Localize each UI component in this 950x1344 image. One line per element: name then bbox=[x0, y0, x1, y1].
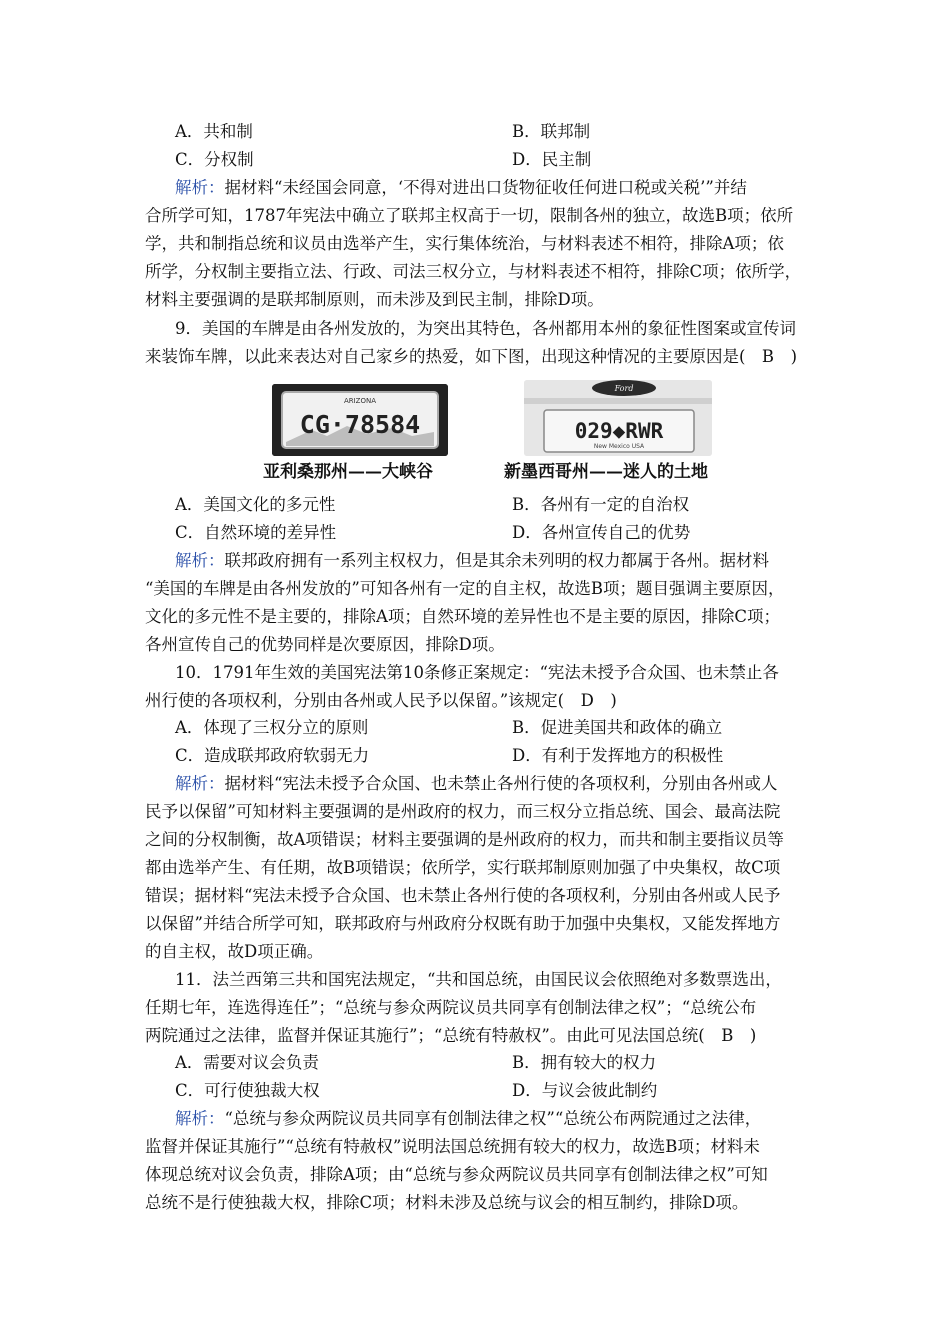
q9-option-d: D．各州宣传自己的优势 bbox=[512, 523, 691, 542]
q9-option-a: A．美国文化的多元性 bbox=[175, 495, 336, 514]
q9-analysis-line: 文化的多元性不是主要的，排除A项；自然环境的差异性也不是主要的原因，排除C项； bbox=[145, 607, 781, 626]
q11-stem-line: 两院通过之法律，监督并保证其施行”；“总统有特赦权”。由此可见法国总统( B ) bbox=[145, 1026, 757, 1045]
q9-stem-line: 来装饰车牌，以此来表达对自己家乡的热爱，如下图，出现这种情况的主要原因是( B ) bbox=[145, 347, 797, 366]
q8-analysis-line: 解析：据材料“未经国会同意，‘不得对进出口货物征收任何进口税或关税’”并结 bbox=[175, 178, 747, 197]
q9-stem-line: 9．美国的车牌是由各州发放的，为突出其特色，各州都用本州的象征性图案或宣传词 bbox=[175, 319, 796, 338]
q9-option-b: B．各州有一定的自治权 bbox=[512, 495, 690, 514]
q10-analysis-line: 之间的分权制衡，故A项错误；材料主要强调的是州政府的权力，而共和制主要指议员等 bbox=[145, 830, 784, 849]
q10-analysis-line: 的自主权，故D项正确。 bbox=[145, 942, 324, 961]
q10-option-c: C．造成联邦政府软弱无力 bbox=[175, 746, 370, 765]
q9-analysis-line: 解析：联邦政府拥有一系列主权权力，但是其余未列明的权力都属于各州。据材料 bbox=[175, 551, 769, 570]
q10-option-a: A．体现了三权分立的原则 bbox=[175, 718, 369, 737]
q10-analysis-line: 以保留”并结合所学可知，联邦政府与州政府分权既有助于加强中央集权，又能发挥地方 bbox=[145, 914, 781, 933]
q10-stem-line: 10．1791年生效的美国宪法第10条修正案规定：“宪法未授予合众国、也未禁止各 bbox=[175, 663, 779, 682]
q10-analysis-line: 错误；据材料“宪法未授予合众国、也未禁止各州行使的各项权利，分别由各州或人民予 bbox=[145, 886, 781, 905]
new-mexico-license-plate-image bbox=[524, 380, 712, 456]
q9-analysis-line: 各州宣传自己的优势同样是次要原因，排除D项。 bbox=[145, 635, 505, 654]
q11-option-d: D．与议会彼此制约 bbox=[512, 1081, 658, 1100]
q8-option-c: C．分权制 bbox=[175, 150, 254, 169]
q11-stem-line: 11．法兰西第三共和国宪法规定，“共和国总统，由国民议会依照绝对多数票选出， bbox=[175, 970, 782, 989]
plate-state-text: New Mexico USA bbox=[593, 443, 645, 450]
q10-analysis-line: 都由选举产生、有任期，故B项错误；依所学，实行联邦制原则加强了中央集权，故C项 bbox=[145, 858, 781, 877]
q8-analysis-line: 合所学可知，1787年宪法中确立了联邦主权高于一切，限制各州的独立，故选B项；依所 bbox=[145, 206, 794, 225]
q11-analysis-line: 体现总统对议会负责，排除A项；由“总统与参众两院议员共同享有创制法律之权”可知 bbox=[145, 1165, 768, 1184]
q11-option-a: A．需要对议会负责 bbox=[175, 1053, 319, 1072]
analysis-label: 解析： bbox=[175, 178, 225, 197]
q10-analysis-line: 民予以保留”可知材料主要强调的是州政府的权力，而三权分立指总统、国会、最高法院 bbox=[145, 802, 781, 821]
q11-analysis-line: 总统不是行使独裁大权，排除C项；材料未涉及总统与议会的相互制约，排除D项。 bbox=[145, 1193, 749, 1212]
plate-number-text: 029◆RWR bbox=[574, 419, 664, 443]
q10-stem-line: 州行使的各项权利，分别由各州或人民予以保留。”该规定( D ) bbox=[145, 691, 617, 710]
analysis-label: 解析： bbox=[175, 774, 225, 793]
q10-analysis-line: 解析：据材料“宪法未授予合众国、也未禁止各州行使的各项权利，分别由各州或人 bbox=[175, 774, 778, 793]
plate-number-text: CG·78584 bbox=[299, 410, 421, 439]
q8-option-d: D．民主制 bbox=[512, 150, 592, 169]
q9-analysis-line: “美国的车牌是由各州发放的”可知各州有一定的自主权，故选B项；题目强调主要原因， bbox=[145, 579, 785, 598]
q8-option-b: B．联邦制 bbox=[512, 122, 591, 141]
ford-logo-text: Ford bbox=[614, 384, 634, 393]
new-mexico-caption: 新墨西哥州——迷人的土地 bbox=[504, 462, 708, 482]
q9-option-c: C．自然环境的差异性 bbox=[175, 523, 337, 542]
arizona-license-plate-image bbox=[272, 384, 448, 456]
q10-option-b: B．促进美国共和政体的确立 bbox=[512, 718, 723, 737]
q8-analysis-line: 所学，分权制主要指立法、行政、司法三权分立，与材料表述不相符，排除C项；依所学， bbox=[145, 262, 802, 281]
plate-state-text: ARIZONA bbox=[343, 397, 377, 405]
q11-analysis-line: 监督并保证其施行”“总统有特赦权”说明法国总统拥有较大的权力，故选B项；材料未 bbox=[145, 1137, 760, 1156]
q11-option-c: C．可行使独裁大权 bbox=[175, 1081, 320, 1100]
q8-option-a: A．共和制 bbox=[175, 122, 253, 141]
q11-stem-line: 任期七年，连选得连任”；“总统与参众两院议员共同享有创制法律之权”；“总统公布 bbox=[145, 998, 757, 1017]
q8-analysis-line: 学，共和制指总统和议员由选举产生，实行集体统治，与材料表述不相符，排除A项；依 bbox=[145, 234, 784, 253]
arizona-caption: 亚利桑那州——大峡谷 bbox=[263, 462, 433, 482]
q11-option-b: B．拥有较大的权力 bbox=[512, 1053, 657, 1072]
analysis-label: 解析： bbox=[175, 1109, 225, 1128]
analysis-label: 解析： bbox=[175, 551, 225, 570]
q10-option-d: D．有利于发挥地方的积极性 bbox=[512, 746, 724, 765]
q11-analysis-line: 解析：“总统与参众两院议员共同享有创制法律之权”“总统公布两院通过之法律， bbox=[175, 1109, 762, 1128]
q8-analysis-line: 材料主要强调的是联邦制原则，而未涉及到民主制，排除D项。 bbox=[145, 290, 604, 309]
